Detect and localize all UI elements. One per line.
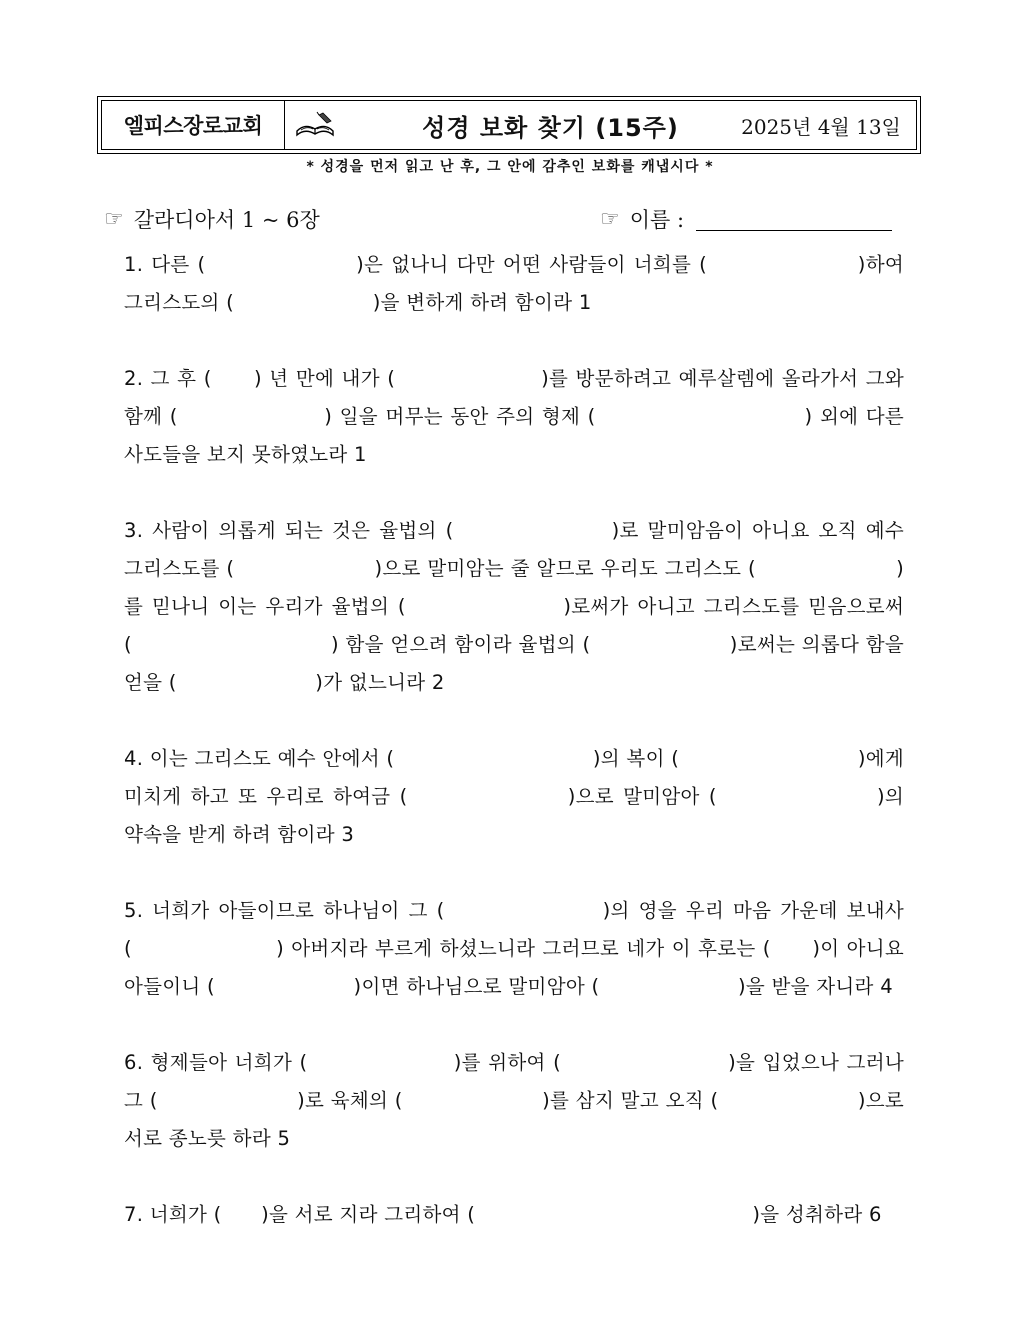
book-range: 갈라디아서 1 ~ 6장 bbox=[133, 208, 320, 232]
header-box bbox=[97, 96, 921, 154]
question-1: 1. 다른 ( )은 없나니 다만 어떤 사람들이 너희를 ( )하여 그리스도의 ( )을 변하게 하려 함이라 1 bbox=[124, 253, 904, 314]
book-range-line bbox=[104, 204, 320, 234]
header-inner bbox=[101, 100, 917, 150]
question-list bbox=[124, 246, 904, 1272]
name-field[interactable] bbox=[696, 208, 892, 231]
question-6: 6. 형제들아 너희가 ( )를 위하여 ( )을 입었으나 그러나 그 ( )로 육체의 ( )를 삼지 말고 오직 ( )으로 서로 종노릇 하라 5 bbox=[124, 1051, 904, 1150]
question-7: 7. 너희가 ( )을 서로 지라 그리하여 ( )을 성취하라 6 bbox=[124, 1203, 882, 1226]
question-2: 2. 그 후 ( ) 년 만에 내가 ( )를 방문하려고 예루살렘에 올라가서 그와 함께 ( ) 일을 머무는 동안 주의 형제 ( ) 외에 다른 사도들을 보지 못하였노라 1 bbox=[124, 367, 904, 466]
name-label: 이름 : bbox=[629, 208, 685, 232]
date: 2025년 4월 13일 bbox=[741, 114, 901, 139]
question-4: 4. 이는 그리스도 예수 안에서 ( )의 복이 ( )에게 미치게 하고 또 우리로 하여금 ( )으로 말미암아 ( )의 약속을 받게 하려 함이라 3 bbox=[124, 747, 904, 846]
question-3: 3. 사람이 의롭게 되는 것은 율법의 ( )로 말미암음이 아니요 오직 예수 그리스도를 ( )으로 말미암는 줄 알므로 우리도 그리스도 ( ) 를 믿나니 이는 우리가 율법의 ( )로써가 아니고 그리스도를 믿음으로써 ( ) 함을 얻으려 함이라 율법의 ( )로써는 의롭다 함을 얻을 ( )가 없느니라 2 bbox=[124, 519, 904, 694]
page-title: 성경 보화 찾기 (15주) bbox=[422, 113, 679, 142]
name-line bbox=[600, 204, 892, 234]
open-book-pen-icon bbox=[285, 101, 345, 149]
pointing-hand-icon: ☞ bbox=[600, 206, 620, 232]
church-name: 엘피스장로교회 bbox=[102, 101, 285, 149]
pointing-hand-icon: ☞ bbox=[104, 206, 124, 232]
subtitle: * 성경을 먼저 읽고 난 후, 그 안에 감추인 보화를 캐냅시다 * bbox=[306, 159, 714, 175]
question-5: 5. 너희가 아들이므로 하나님이 그 ( )의 영을 우리 마음 가운데 보내사 ( ) 아버지라 부르게 하셨느니라 그러므로 네가 이 후로는 ( )이 아니요 아들이니 ( )이면 하나님으로 말미암아 ( )을 받을 자니라 4 bbox=[124, 899, 904, 998]
